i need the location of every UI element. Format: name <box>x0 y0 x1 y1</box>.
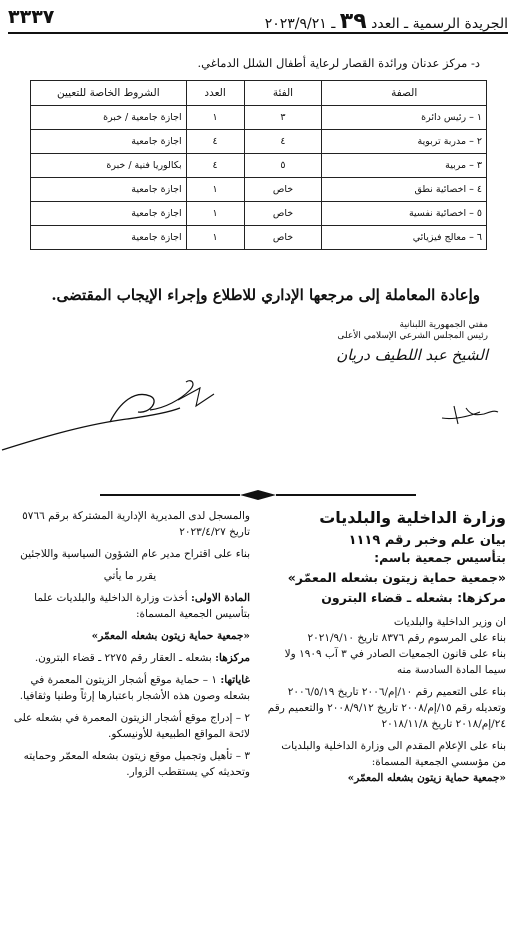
table-header-row <box>31 81 487 106</box>
gazette-name: الجريدة الرسمية ـ العدد <box>371 16 508 32</box>
cell-title: ٦ – معالج فيزيائي <box>322 226 487 250</box>
header-rule <box>8 32 508 34</box>
cell-grade: ٥ <box>244 154 322 178</box>
stamp-line-2: رئيس المجلس الشرعي الإسلامي الأعلى <box>337 331 488 341</box>
header-cell-count: العدد <box>186 81 244 106</box>
cell-title: ٢ – مدربة تربوية <box>322 130 487 154</box>
preamble-3: بناء على التعميم رقم ١٠/إم/٢٠٠٦ تاريخ ٢٠٠٦/٥/١٩ وتعديله رقم ١٥/إم/٢٠٠٨ تاريخ ٢٠٠٨/٩/١٢ والتعميم رقم ٢٤/إم/٢٠١٨ تاريخ ٢٠١٨/١١/٨ <box>267 686 506 730</box>
table-row <box>31 178 487 202</box>
table-row <box>31 226 487 250</box>
cell-conditions: اجازة جامعية <box>31 178 187 202</box>
table-row <box>31 106 487 130</box>
cell-conditions: بكالوريا فنية / خبرة <box>31 154 187 178</box>
official-stamp <box>288 320 488 364</box>
statement-subtitle: بتأسيس جمعية باسم: <box>374 550 506 565</box>
association-hq: مركزها: بشعله ـ قضاء البترون <box>321 590 506 605</box>
cell-title: ١ – رئيس دائرة <box>322 106 487 130</box>
hq-line <box>10 650 250 666</box>
cell-conditions: اجازة جامعية <box>31 226 187 250</box>
minister-line: ان وزير الداخلية والبلديات <box>393 616 506 628</box>
association-name-3: «جمعية حماية زيتون بشعله المعمّر» <box>91 630 250 642</box>
cell-conditions: اجازة جامعية <box>31 130 187 154</box>
margin-signature <box>440 398 500 428</box>
left-column <box>10 508 250 780</box>
registration-line: والمسجل لدى المديرية الإدارية المشتركة برقم ٥٧٦٦ تاريخ ٢٠٢٣/٤/٢٧ <box>22 510 250 538</box>
issue-date: ـ ٢٠٢٣/٩/٢١ <box>264 16 336 32</box>
article-1-text: أخذت وزارة الداخلية والبلديات علما بتأسيس الجمعية المسماة: <box>34 592 250 620</box>
cell-count: ١ <box>186 226 244 250</box>
cell-count: ١ <box>186 106 244 130</box>
preamble-2: بناء على قانون الجمعيات الصادر في ٣ آب ١٩٠٩ ولا سيما المادة السادسة منه <box>284 648 506 676</box>
statement-number: بيان علم وخبر رقم ١١١٩ <box>348 533 506 548</box>
cell-conditions: اجازة جامعية / خبرة <box>31 106 187 130</box>
right-column <box>266 508 506 786</box>
section-title: د- مركز عدنان ورائدة القصار لرعاية أطفال الشلل الدماغي. <box>197 56 480 70</box>
cell-grade: ٤ <box>244 130 322 154</box>
article-1 <box>10 590 250 622</box>
table-row <box>31 154 487 178</box>
cell-title: ٤ – اخصائية نطق <box>322 178 487 202</box>
header-cell-conditions: الشروط الخاصة للتعيين <box>31 81 187 106</box>
ministry-title: وزارة الداخلية والبلديات <box>319 508 506 527</box>
page-number: ٣٣٣٧ <box>8 6 55 28</box>
article-1-label: المادة الاولى: <box>190 592 250 604</box>
stamp-line-3: الشيخ عبد اللطيف دريان <box>336 346 488 364</box>
hq-label: مركزها: <box>215 652 250 664</box>
cell-count: ٤ <box>186 154 244 178</box>
cell-grade: خاص <box>244 178 322 202</box>
cell-grade: ٣ <box>244 106 322 130</box>
goal-1-text: ١ – حماية موقع أشجار الزيتون المعمرة في بشعله وصون هذه الأشجار باعتبارها إرثاً وطنيا وثقافيا. <box>19 674 250 702</box>
section-divider <box>100 490 416 500</box>
hq-text: بشعله ـ العقار رقم ٢٢٧٥ ـ قضاء البترون. <box>34 652 212 664</box>
page-header <box>8 6 508 32</box>
table-row <box>31 130 487 154</box>
cell-count: ١ <box>186 178 244 202</box>
header-cell-grade: الفئة <box>244 81 322 106</box>
handwritten-signature <box>0 350 240 460</box>
goal-3: ٣ – تأهيل وتجميل موقع زيتون بشعله المعمّر وحمايته وتحديثه كي يستقطب الزوار. <box>23 750 250 778</box>
proposal-line: بناء على اقتراح مدير عام الشؤون السياسية واللاجئين <box>20 548 250 560</box>
positions-table <box>30 80 487 250</box>
closing-statement: وإعادة المعاملة إلى مرجعها الإداري للاطلاع وإجراء الإيجاب المقتضى. <box>51 286 480 304</box>
preamble-4: بناء على الإعلام المقدم الى وزارة الداخلية والبلديات من مؤسسي الجمعية المسماة: <box>281 740 506 768</box>
stamp-line-1: مفتي الجمهورية اللبنانية <box>399 320 488 330</box>
cell-conditions: اجازة جامعية <box>31 202 187 226</box>
cell-title: ٥ – اخصائية نفسية <box>322 202 487 226</box>
goals-label: غاياتها: <box>220 674 250 686</box>
gazette-title <box>265 9 508 34</box>
goal-2: ٢ – إدراج موقع أشجار الزيتون المعمرة في بشعله على لائحة المواقع الطبيعية للأونيسكو. <box>13 712 250 740</box>
decides-line: يقرر ما يأتي <box>103 570 157 582</box>
association-name: «جمعية حماية زيتون بشعله المعمّر» <box>287 570 506 585</box>
table-row <box>31 202 487 226</box>
association-name-2: «جمعية حماية زيتون بشعله المعمّر» <box>347 772 506 784</box>
cell-grade: خاص <box>244 202 322 226</box>
goal-1 <box>10 672 250 704</box>
issue-number: ٣٩ <box>339 9 367 34</box>
preamble-1: بناء على المرسوم رقم ٨٣٧٦ تاريخ ٢٠٢١/٩/١٠ <box>307 632 506 644</box>
cell-count: ٤ <box>186 130 244 154</box>
cell-grade: خاص <box>244 226 322 250</box>
cell-count: ١ <box>186 202 244 226</box>
header-cell-title: الصفة <box>322 81 487 106</box>
cell-title: ٣ – مربية <box>322 154 487 178</box>
